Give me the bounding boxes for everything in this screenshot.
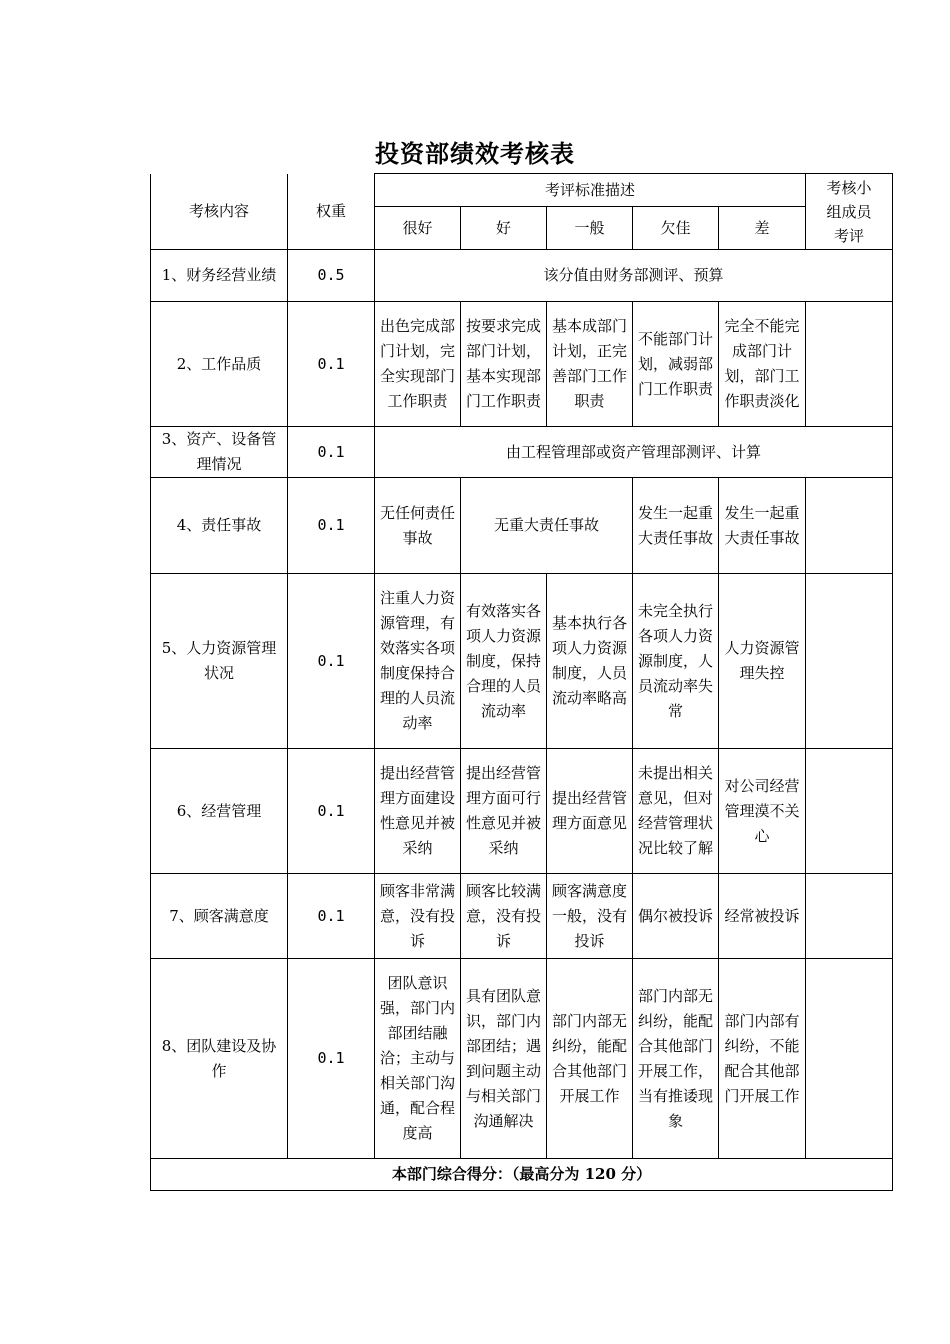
row-item: 3、资产、设备管理情况 [151, 427, 288, 478]
criteria-bad: 部门内部有纠纷，不能配合其他部门开展工作 [719, 959, 806, 1159]
row-weight: 0.1 [288, 874, 375, 959]
criteria-very-good: 提出经营管理方面建设性意见并被采纳 [375, 749, 461, 874]
row-weight: 0.1 [288, 574, 375, 749]
criteria-very-good: 无任何责任事故 [375, 478, 461, 574]
header-content: 考核内容 [151, 174, 288, 250]
criteria-poor: 偶尔被投诉 [633, 874, 719, 959]
table-row [151, 478, 893, 574]
header-review-line3: 考评 [834, 226, 865, 245]
criteria-poor: 不能部门计划，减弱部门工作职责 [633, 302, 719, 427]
criteria-good: 具有团队意识，部门内部团结；遇到问题主动与相关部门沟通解决 [461, 959, 547, 1159]
criteria-good: 提出经营管理方面可行性意见并被采纳 [461, 749, 547, 874]
header-weight: 权重 [288, 174, 375, 250]
criteria-good: 有效落实各项人力资源制度，保持合理的人员流动率 [461, 574, 547, 749]
header-review-line1: 考核小 [826, 178, 872, 197]
header-criteria: 考评标准描述 [375, 174, 806, 207]
table-row [151, 427, 893, 478]
row-weight: 0.1 [288, 959, 375, 1159]
criteria-average: 基本成部门计划，正完善部门工作职责 [547, 302, 633, 427]
criteria-good: 顾客比较满意，没有投诉 [461, 874, 547, 959]
criteria-very-good: 顾客非常满意，没有投诉 [375, 874, 461, 959]
row-item: 5、人力资源管理状况 [151, 574, 288, 749]
level-good: 好 [461, 207, 547, 250]
row-weight: 0.1 [288, 749, 375, 874]
criteria-bad: 发生一起重大责任事故 [719, 478, 806, 574]
criteria-average: 部门内部无纠纷，能配合其他部门开展工作 [547, 959, 633, 1159]
criteria-poor: 发生一起重大责任事故 [633, 478, 719, 574]
level-poor: 欠佳 [633, 207, 719, 250]
criteria-bad: 经常被投诉 [719, 874, 806, 959]
table-row [151, 302, 893, 427]
level-very-good: 很好 [375, 207, 461, 250]
row-weight: 0.1 [288, 302, 375, 427]
review-cell [806, 959, 893, 1159]
page-title: 投资部绩效考核表 [375, 139, 575, 168]
criteria-good: 按要求完成部门计划，基本实现部门工作职责 [461, 302, 547, 427]
row-item: 6、经营管理 [151, 749, 288, 874]
header-review [806, 174, 893, 250]
criteria-average: 基本执行各项人力资源制度，人员流动率略高 [547, 574, 633, 749]
review-cell [806, 574, 893, 749]
criteria-poor: 部门内部无纠纷，能配合其他部门开展工作，当有推诿现象 [633, 959, 719, 1159]
level-average: 一般 [547, 207, 633, 250]
table-row [151, 749, 893, 874]
row-weight: 0.5 [288, 250, 375, 302]
table-row [151, 250, 893, 302]
row-weight: 0.1 [288, 427, 375, 478]
review-cell [806, 874, 893, 959]
criteria-very-good: 注重人力资源管理，有效落实各项制度保持合理的人员流动率 [375, 574, 461, 749]
criteria-poor: 未完全执行各项人力资源制度，人员流动率失常 [633, 574, 719, 749]
row-item: 1、财务经营业绩 [151, 250, 288, 302]
criteria-very-good: 团队意识强，部门内部团结融洽；主动与相关部门沟通，配合程度高 [375, 959, 461, 1159]
row-weight: 0.1 [288, 478, 375, 574]
row-merged-note: 该分值由财务部测评、预算 [375, 250, 893, 302]
table-row [151, 574, 893, 749]
review-cell [806, 478, 893, 574]
row-item: 7、顾客满意度 [151, 874, 288, 959]
criteria-bad: 人力资源管理失控 [719, 574, 806, 749]
criteria-good-average: 无重大责任事故 [461, 478, 633, 574]
review-cell [806, 302, 893, 427]
review-cell [806, 749, 893, 874]
row-item: 2、工作品质 [151, 302, 288, 427]
criteria-bad: 完全不能完成部门计划，部门工作职责淡化 [719, 302, 806, 427]
criteria-very-good: 出色完成部门计划，完全实现部门工作职责 [375, 302, 461, 427]
total-score-row: 本部门综合得分：（最高分为 120 分） [151, 1159, 893, 1191]
assessment-table [150, 173, 893, 1191]
row-merged-note: 由工程管理部或资产管理部测评、计算 [375, 427, 893, 478]
criteria-poor: 未提出相关意见，但对经营管理状况比较了解 [633, 749, 719, 874]
criteria-bad: 对公司经营管理漠不关心 [719, 749, 806, 874]
criteria-average: 顾客满意度一般，没有投诉 [547, 874, 633, 959]
criteria-average: 提出经营管理方面意见 [547, 749, 633, 874]
row-item: 8、团队建设及协作 [151, 959, 288, 1159]
table-row [151, 959, 893, 1159]
header-review-line2: 组成员 [826, 202, 872, 221]
table-row [151, 874, 893, 959]
row-item: 4、责任事故 [151, 478, 288, 574]
level-bad: 差 [719, 207, 806, 250]
